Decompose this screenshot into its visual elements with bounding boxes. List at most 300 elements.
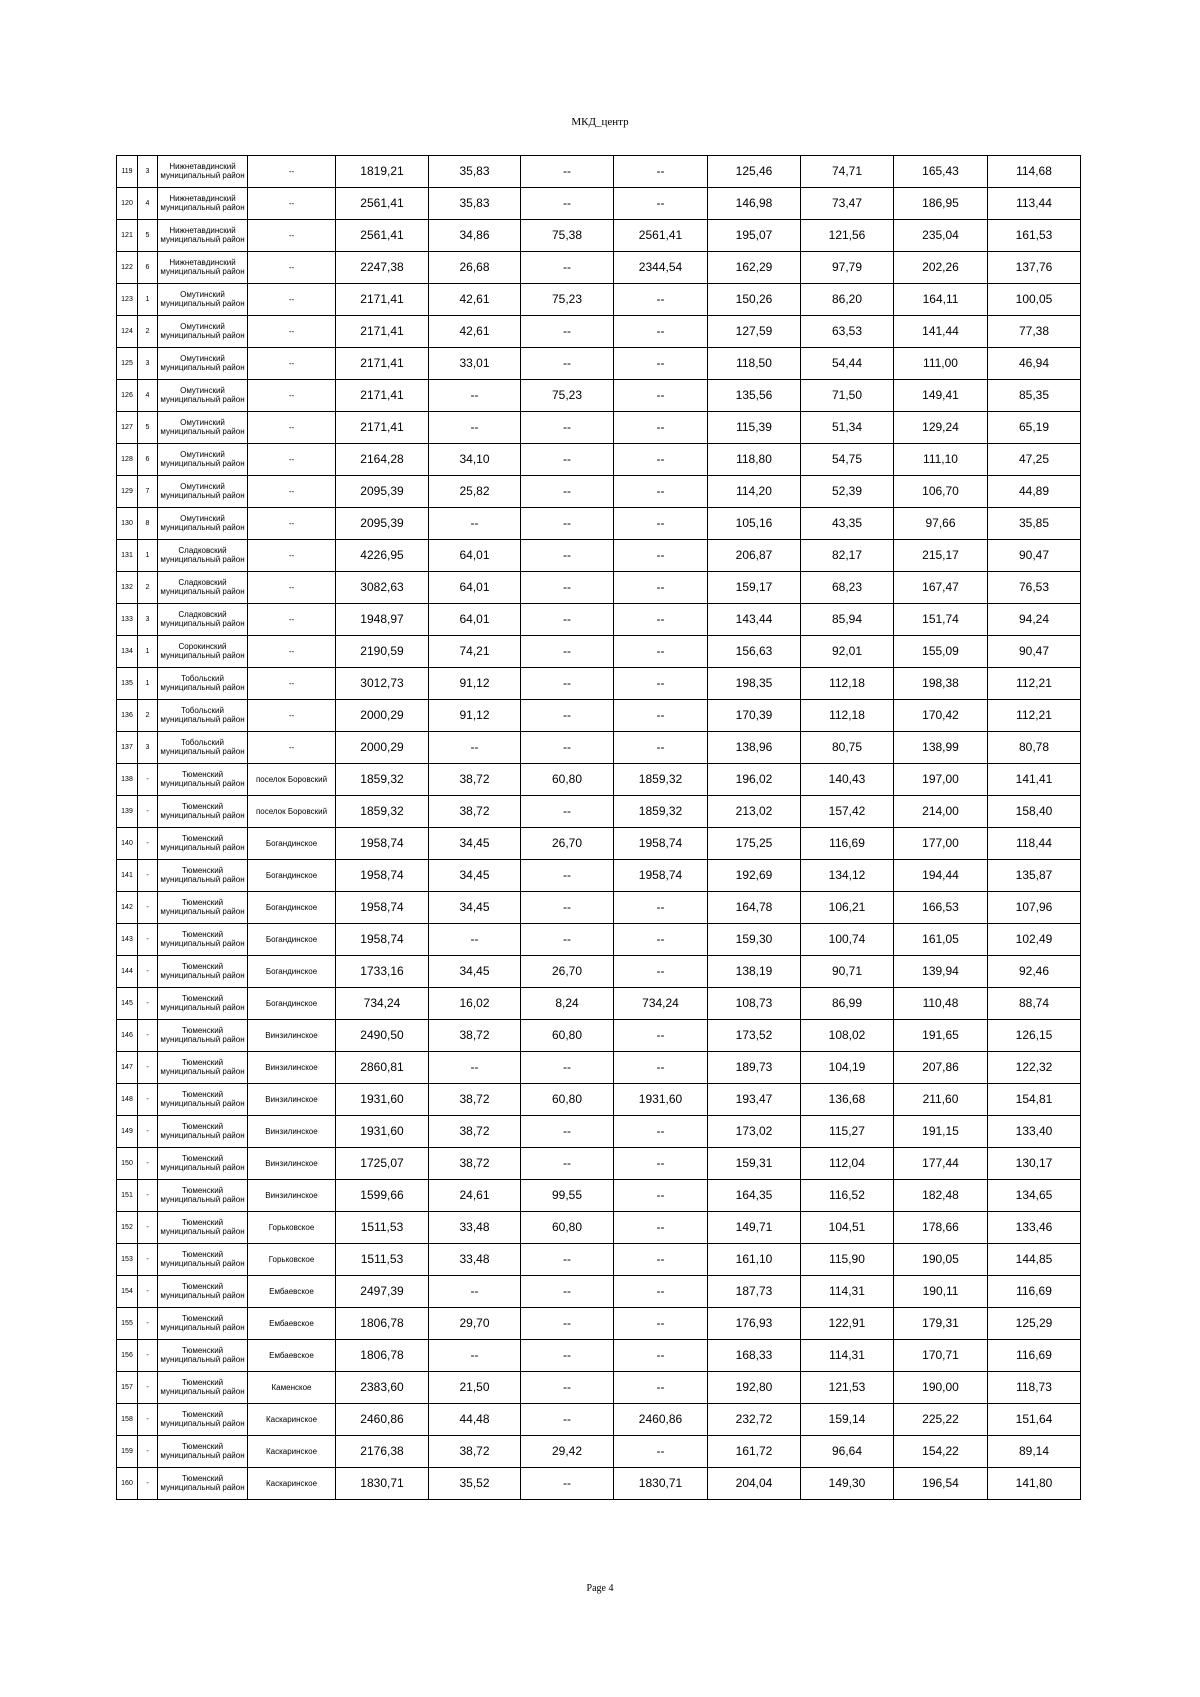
cell-value-1: 2176,38 bbox=[336, 1436, 429, 1468]
cell-sub-number: 2 bbox=[138, 572, 158, 604]
cell-value-8: 46,94 bbox=[988, 348, 1081, 380]
cell-district: Нижнетавдинский муниципальный район bbox=[158, 156, 248, 188]
cell-value-6: 100,74 bbox=[801, 924, 894, 956]
cell-row-number: 153 bbox=[117, 1244, 138, 1276]
cell-value-4: -- bbox=[614, 668, 708, 700]
cell-value-4: -- bbox=[614, 1020, 708, 1052]
cell-value-1: 2190,59 bbox=[336, 636, 429, 668]
cell-settlement: Каскаринское bbox=[248, 1404, 336, 1436]
cell-value-5: 213,02 bbox=[708, 796, 801, 828]
cell-value-2: 29,70 bbox=[429, 1308, 521, 1340]
cell-settlement: Горьковское bbox=[248, 1244, 336, 1276]
cell-value-6: 54,75 bbox=[801, 444, 894, 476]
cell-value-2: -- bbox=[429, 380, 521, 412]
table-body bbox=[117, 156, 1081, 1500]
cell-row-number: 133 bbox=[117, 604, 138, 636]
cell-value-5: 193,47 bbox=[708, 1084, 801, 1116]
cell-value-7: 182,48 bbox=[894, 1180, 988, 1212]
cell-value-2: 35,52 bbox=[429, 1468, 521, 1500]
cell-value-4: -- bbox=[614, 732, 708, 764]
cell-value-1: 1733,16 bbox=[336, 956, 429, 988]
cell-value-8: 88,74 bbox=[988, 988, 1081, 1020]
cell-row-number: 130 bbox=[117, 508, 138, 540]
cell-value-1: 2561,41 bbox=[336, 188, 429, 220]
cell-district: Тюменский муниципальный район bbox=[158, 764, 248, 796]
cell-value-2: 44,48 bbox=[429, 1404, 521, 1436]
cell-value-5: 143,44 bbox=[708, 604, 801, 636]
cell-value-5: 168,33 bbox=[708, 1340, 801, 1372]
cell-value-2: 34,10 bbox=[429, 444, 521, 476]
cell-value-7: 129,24 bbox=[894, 412, 988, 444]
cell-row-number: 150 bbox=[117, 1148, 138, 1180]
cell-district: Тюменский муниципальный район bbox=[158, 1340, 248, 1372]
cell-sub-number: - bbox=[138, 1308, 158, 1340]
cell-value-1: 1806,78 bbox=[336, 1308, 429, 1340]
table-row bbox=[117, 1404, 1081, 1436]
cell-value-3: -- bbox=[521, 796, 614, 828]
cell-value-3: 60,80 bbox=[521, 1020, 614, 1052]
cell-value-1: 2247,38 bbox=[336, 252, 429, 284]
cell-value-5: 150,26 bbox=[708, 284, 801, 316]
cell-value-7: 190,00 bbox=[894, 1372, 988, 1404]
cell-value-2: 25,82 bbox=[429, 476, 521, 508]
cell-sub-number: - bbox=[138, 988, 158, 1020]
cell-sub-number: - bbox=[138, 1244, 158, 1276]
cell-value-3: -- bbox=[521, 1308, 614, 1340]
cell-value-2: 34,45 bbox=[429, 828, 521, 860]
cell-district: Тюменский муниципальный район bbox=[158, 1372, 248, 1404]
cell-value-1: 3082,63 bbox=[336, 572, 429, 604]
cell-district: Тюменский муниципальный район bbox=[158, 1180, 248, 1212]
cell-value-5: 164,35 bbox=[708, 1180, 801, 1212]
cell-value-3: 75,38 bbox=[521, 220, 614, 252]
cell-value-7: 138,99 bbox=[894, 732, 988, 764]
cell-value-3: -- bbox=[521, 476, 614, 508]
cell-settlement: -- bbox=[248, 220, 336, 252]
cell-value-5: 187,73 bbox=[708, 1276, 801, 1308]
cell-value-7: 202,26 bbox=[894, 252, 988, 284]
cell-value-4: -- bbox=[614, 604, 708, 636]
cell-value-7: 191,15 bbox=[894, 1116, 988, 1148]
table-row bbox=[117, 572, 1081, 604]
cell-value-2: 24,61 bbox=[429, 1180, 521, 1212]
cell-value-6: 52,39 bbox=[801, 476, 894, 508]
cell-row-number: 144 bbox=[117, 956, 138, 988]
cell-value-2: -- bbox=[429, 732, 521, 764]
cell-value-8: 134,65 bbox=[988, 1180, 1081, 1212]
cell-value-5: 204,04 bbox=[708, 1468, 801, 1500]
table-row bbox=[117, 220, 1081, 252]
cell-value-4: 2561,41 bbox=[614, 220, 708, 252]
cell-value-6: 43,35 bbox=[801, 508, 894, 540]
cell-value-8: 118,73 bbox=[988, 1372, 1081, 1404]
cell-district: Омутинский муниципальный район bbox=[158, 348, 248, 380]
cell-value-4: -- bbox=[614, 348, 708, 380]
cell-value-7: 191,65 bbox=[894, 1020, 988, 1052]
table-row bbox=[117, 1308, 1081, 1340]
cell-district: Омутинский муниципальный район bbox=[158, 444, 248, 476]
cell-value-5: 173,02 bbox=[708, 1116, 801, 1148]
cell-value-8: 90,47 bbox=[988, 636, 1081, 668]
cell-district: Омутинский муниципальный район bbox=[158, 284, 248, 316]
cell-value-8: 44,89 bbox=[988, 476, 1081, 508]
cell-value-2: -- bbox=[429, 1340, 521, 1372]
cell-value-8: 133,40 bbox=[988, 1116, 1081, 1148]
table-row bbox=[117, 284, 1081, 316]
cell-district: Тюменский муниципальный район bbox=[158, 1052, 248, 1084]
cell-row-number: 158 bbox=[117, 1404, 138, 1436]
cell-value-3: -- bbox=[521, 156, 614, 188]
cell-district: Тобольский муниципальный район bbox=[158, 700, 248, 732]
cell-value-6: 86,99 bbox=[801, 988, 894, 1020]
cell-value-4: -- bbox=[614, 380, 708, 412]
cell-settlement: -- bbox=[248, 316, 336, 348]
cell-value-7: 235,04 bbox=[894, 220, 988, 252]
cell-row-number: 143 bbox=[117, 924, 138, 956]
cell-value-7: 177,00 bbox=[894, 828, 988, 860]
cell-row-number: 127 bbox=[117, 412, 138, 444]
cell-value-5: 159,31 bbox=[708, 1148, 801, 1180]
cell-value-8: 94,24 bbox=[988, 604, 1081, 636]
cell-value-7: 225,22 bbox=[894, 1404, 988, 1436]
cell-value-3: -- bbox=[521, 1148, 614, 1180]
cell-settlement: Винзилинское bbox=[248, 1084, 336, 1116]
cell-value-5: 189,73 bbox=[708, 1052, 801, 1084]
cell-district: Тюменский муниципальный район bbox=[158, 1020, 248, 1052]
cell-value-4: 1859,32 bbox=[614, 764, 708, 796]
cell-value-4: 1931,60 bbox=[614, 1084, 708, 1116]
cell-value-5: 159,17 bbox=[708, 572, 801, 604]
cell-value-3: 60,80 bbox=[521, 1084, 614, 1116]
cell-value-4: -- bbox=[614, 572, 708, 604]
cell-value-7: 178,66 bbox=[894, 1212, 988, 1244]
cell-value-1: 2000,29 bbox=[336, 700, 429, 732]
cell-district: Тюменский муниципальный район bbox=[158, 1404, 248, 1436]
cell-value-6: 116,69 bbox=[801, 828, 894, 860]
cell-settlement: -- bbox=[248, 508, 336, 540]
cell-district: Тюменский муниципальный район bbox=[158, 1276, 248, 1308]
cell-row-number: 124 bbox=[117, 316, 138, 348]
cell-value-6: 80,75 bbox=[801, 732, 894, 764]
cell-value-3: -- bbox=[521, 732, 614, 764]
cell-value-3: 60,80 bbox=[521, 1212, 614, 1244]
table-row bbox=[117, 1116, 1081, 1148]
table-row bbox=[117, 1436, 1081, 1468]
cell-row-number: 131 bbox=[117, 540, 138, 572]
cell-district: Сладковский муниципальный район bbox=[158, 572, 248, 604]
table-row bbox=[117, 1468, 1081, 1500]
cell-value-3: -- bbox=[521, 700, 614, 732]
cell-value-2: 91,12 bbox=[429, 668, 521, 700]
cell-value-6: 157,42 bbox=[801, 796, 894, 828]
cell-value-4: -- bbox=[614, 508, 708, 540]
cell-value-2: 38,72 bbox=[429, 796, 521, 828]
cell-settlement: Винзилинское bbox=[248, 1180, 336, 1212]
cell-value-8: 112,21 bbox=[988, 700, 1081, 732]
cell-value-4: -- bbox=[614, 892, 708, 924]
cell-sub-number: 5 bbox=[138, 412, 158, 444]
cell-settlement: Горьковское bbox=[248, 1212, 336, 1244]
cell-settlement: Винзилинское bbox=[248, 1116, 336, 1148]
table-row bbox=[117, 1148, 1081, 1180]
cell-value-4: -- bbox=[614, 412, 708, 444]
cell-value-6: 112,18 bbox=[801, 668, 894, 700]
cell-value-7: 177,44 bbox=[894, 1148, 988, 1180]
cell-row-number: 141 bbox=[117, 860, 138, 892]
cell-value-3: 8,24 bbox=[521, 988, 614, 1020]
cell-settlement: -- bbox=[248, 156, 336, 188]
cell-value-4: -- bbox=[614, 1180, 708, 1212]
cell-value-1: 1725,07 bbox=[336, 1148, 429, 1180]
cell-value-3: -- bbox=[521, 892, 614, 924]
cell-value-5: 138,19 bbox=[708, 956, 801, 988]
table-row bbox=[117, 316, 1081, 348]
cell-value-2: -- bbox=[429, 508, 521, 540]
cell-value-5: 135,56 bbox=[708, 380, 801, 412]
cell-value-5: 159,30 bbox=[708, 924, 801, 956]
cell-value-4: -- bbox=[614, 156, 708, 188]
cell-settlement: Богандинское bbox=[248, 924, 336, 956]
table-row bbox=[117, 1084, 1081, 1116]
cell-value-1: 734,24 bbox=[336, 988, 429, 1020]
cell-value-3: -- bbox=[521, 1340, 614, 1372]
cell-row-number: 159 bbox=[117, 1436, 138, 1468]
cell-sub-number: 1 bbox=[138, 284, 158, 316]
cell-value-4: 734,24 bbox=[614, 988, 708, 1020]
cell-value-1: 3012,73 bbox=[336, 668, 429, 700]
cell-settlement: Винзилинское bbox=[248, 1148, 336, 1180]
cell-value-1: 1958,74 bbox=[336, 892, 429, 924]
cell-value-5: 164,78 bbox=[708, 892, 801, 924]
cell-value-6: 104,51 bbox=[801, 1212, 894, 1244]
cell-settlement: -- bbox=[248, 188, 336, 220]
cell-value-2: 42,61 bbox=[429, 316, 521, 348]
cell-settlement: -- bbox=[248, 732, 336, 764]
cell-value-5: 173,52 bbox=[708, 1020, 801, 1052]
cell-row-number: 152 bbox=[117, 1212, 138, 1244]
cell-value-6: 82,17 bbox=[801, 540, 894, 572]
cell-value-7: 149,41 bbox=[894, 380, 988, 412]
cell-row-number: 139 bbox=[117, 796, 138, 828]
table-row bbox=[117, 796, 1081, 828]
cell-value-1: 1806,78 bbox=[336, 1340, 429, 1372]
cell-value-4: 1859,32 bbox=[614, 796, 708, 828]
cell-value-1: 2095,39 bbox=[336, 476, 429, 508]
cell-value-2: 64,01 bbox=[429, 604, 521, 636]
table-row bbox=[117, 1180, 1081, 1212]
cell-value-7: 110,48 bbox=[894, 988, 988, 1020]
cell-sub-number: - bbox=[138, 1020, 158, 1052]
cell-value-3: -- bbox=[521, 604, 614, 636]
cell-row-number: 147 bbox=[117, 1052, 138, 1084]
cell-value-8: 118,44 bbox=[988, 828, 1081, 860]
cell-value-4: 2460,86 bbox=[614, 1404, 708, 1436]
cell-value-7: 198,38 bbox=[894, 668, 988, 700]
cell-value-2: 42,61 bbox=[429, 284, 521, 316]
cell-value-2: 38,72 bbox=[429, 764, 521, 796]
cell-settlement: -- bbox=[248, 284, 336, 316]
cell-value-6: 68,23 bbox=[801, 572, 894, 604]
cell-value-6: 92,01 bbox=[801, 636, 894, 668]
cell-sub-number: - bbox=[138, 1148, 158, 1180]
cell-value-2: 38,72 bbox=[429, 1436, 521, 1468]
cell-value-6: 106,21 bbox=[801, 892, 894, 924]
cell-sub-number: - bbox=[138, 1276, 158, 1308]
cell-value-1: 1819,21 bbox=[336, 156, 429, 188]
cell-value-3: -- bbox=[521, 540, 614, 572]
cell-sub-number: - bbox=[138, 892, 158, 924]
cell-district: Нижнетавдинский муниципальный район bbox=[158, 188, 248, 220]
cell-value-8: 151,64 bbox=[988, 1404, 1081, 1436]
cell-value-4: -- bbox=[614, 700, 708, 732]
cell-value-1: 2860,81 bbox=[336, 1052, 429, 1084]
cell-district: Тюменский муниципальный район bbox=[158, 988, 248, 1020]
cell-value-6: 114,31 bbox=[801, 1276, 894, 1308]
cell-value-8: 90,47 bbox=[988, 540, 1081, 572]
cell-value-1: 2171,41 bbox=[336, 380, 429, 412]
cell-value-4: -- bbox=[614, 636, 708, 668]
cell-value-6: 149,30 bbox=[801, 1468, 894, 1500]
cell-sub-number: 1 bbox=[138, 540, 158, 572]
cell-value-1: 2095,39 bbox=[336, 508, 429, 540]
cell-value-1: 2171,41 bbox=[336, 348, 429, 380]
cell-settlement: -- bbox=[248, 348, 336, 380]
table-row bbox=[117, 700, 1081, 732]
cell-value-3: -- bbox=[521, 412, 614, 444]
cell-value-1: 2000,29 bbox=[336, 732, 429, 764]
cell-value-8: 141,41 bbox=[988, 764, 1081, 796]
cell-value-7: 214,00 bbox=[894, 796, 988, 828]
cell-sub-number: - bbox=[138, 924, 158, 956]
cell-value-7: 196,54 bbox=[894, 1468, 988, 1500]
cell-value-4: -- bbox=[614, 1436, 708, 1468]
cell-district: Тюменский муниципальный район bbox=[158, 1308, 248, 1340]
cell-value-5: 232,72 bbox=[708, 1404, 801, 1436]
cell-value-4: -- bbox=[614, 1212, 708, 1244]
cell-value-5: 138,96 bbox=[708, 732, 801, 764]
table-row bbox=[117, 764, 1081, 796]
cell-sub-number: - bbox=[138, 1116, 158, 1148]
cell-value-6: 122,91 bbox=[801, 1308, 894, 1340]
cell-value-1: 1958,74 bbox=[336, 860, 429, 892]
cell-sub-number: 7 bbox=[138, 476, 158, 508]
cell-value-5: 198,35 bbox=[708, 668, 801, 700]
cell-value-2: 21,50 bbox=[429, 1372, 521, 1404]
cell-value-4: 2344,54 bbox=[614, 252, 708, 284]
cell-sub-number: - bbox=[138, 1180, 158, 1212]
cell-value-2: 33,48 bbox=[429, 1212, 521, 1244]
cell-value-3: -- bbox=[521, 636, 614, 668]
cell-value-8: 125,29 bbox=[988, 1308, 1081, 1340]
cell-value-2: 16,02 bbox=[429, 988, 521, 1020]
cell-value-6: 63,53 bbox=[801, 316, 894, 348]
cell-value-5: 196,02 bbox=[708, 764, 801, 796]
cell-row-number: 138 bbox=[117, 764, 138, 796]
cell-value-7: 155,09 bbox=[894, 636, 988, 668]
cell-value-6: 54,44 bbox=[801, 348, 894, 380]
cell-value-1: 1511,53 bbox=[336, 1244, 429, 1276]
cell-value-6: 136,68 bbox=[801, 1084, 894, 1116]
cell-district: Тюменский муниципальный район bbox=[158, 828, 248, 860]
cell-value-5: 206,87 bbox=[708, 540, 801, 572]
cell-sub-number: 3 bbox=[138, 604, 158, 636]
cell-value-7: 167,47 bbox=[894, 572, 988, 604]
cell-sub-number: 1 bbox=[138, 668, 158, 700]
cell-value-3: 99,55 bbox=[521, 1180, 614, 1212]
cell-value-6: 140,43 bbox=[801, 764, 894, 796]
cell-value-6: 73,47 bbox=[801, 188, 894, 220]
cell-value-2: 33,48 bbox=[429, 1244, 521, 1276]
cell-row-number: 157 bbox=[117, 1372, 138, 1404]
cell-value-3: -- bbox=[521, 1276, 614, 1308]
cell-value-8: 122,32 bbox=[988, 1052, 1081, 1084]
cell-value-6: 115,27 bbox=[801, 1116, 894, 1148]
cell-row-number: 134 bbox=[117, 636, 138, 668]
cell-settlement: Винзилинское bbox=[248, 1020, 336, 1052]
cell-value-6: 51,34 bbox=[801, 412, 894, 444]
cell-value-8: 102,49 bbox=[988, 924, 1081, 956]
cell-value-1: 2171,41 bbox=[336, 316, 429, 348]
cell-value-6: 159,14 bbox=[801, 1404, 894, 1436]
cell-value-8: 130,17 bbox=[988, 1148, 1081, 1180]
table-row bbox=[117, 1340, 1081, 1372]
cell-value-1: 1948,97 bbox=[336, 604, 429, 636]
cell-value-5: 114,20 bbox=[708, 476, 801, 508]
cell-value-1: 2171,41 bbox=[336, 412, 429, 444]
page-number: Page 4 bbox=[586, 1583, 614, 1594]
cell-value-6: 86,20 bbox=[801, 284, 894, 316]
cell-settlement: -- bbox=[248, 476, 336, 508]
cell-value-3: 60,80 bbox=[521, 764, 614, 796]
cell-row-number: 125 bbox=[117, 348, 138, 380]
cell-value-2: 34,45 bbox=[429, 892, 521, 924]
cell-value-4: -- bbox=[614, 1244, 708, 1276]
table-row bbox=[117, 924, 1081, 956]
cell-row-number: 142 bbox=[117, 892, 138, 924]
cell-value-2: 38,72 bbox=[429, 1116, 521, 1148]
cell-value-7: 161,05 bbox=[894, 924, 988, 956]
cell-value-6: 121,56 bbox=[801, 220, 894, 252]
cell-value-3: -- bbox=[521, 572, 614, 604]
cell-value-1: 1958,74 bbox=[336, 924, 429, 956]
cell-row-number: 121 bbox=[117, 220, 138, 252]
cell-sub-number: 3 bbox=[138, 156, 158, 188]
cell-row-number: 126 bbox=[117, 380, 138, 412]
cell-sub-number: - bbox=[138, 796, 158, 828]
cell-value-3: 29,42 bbox=[521, 1436, 614, 1468]
cell-value-8: 80,78 bbox=[988, 732, 1081, 764]
cell-value-4: -- bbox=[614, 1276, 708, 1308]
cell-value-5: 118,50 bbox=[708, 348, 801, 380]
cell-value-6: 134,12 bbox=[801, 860, 894, 892]
cell-sub-number: - bbox=[138, 1436, 158, 1468]
cell-settlement: -- bbox=[248, 668, 336, 700]
cell-sub-number: - bbox=[138, 1084, 158, 1116]
cell-settlement: Богандинское bbox=[248, 860, 336, 892]
cell-settlement: -- bbox=[248, 252, 336, 284]
cell-value-6: 108,02 bbox=[801, 1020, 894, 1052]
cell-row-number: 120 bbox=[117, 188, 138, 220]
cell-value-3: -- bbox=[521, 668, 614, 700]
cell-value-1: 4226,95 bbox=[336, 540, 429, 572]
cell-value-3: -- bbox=[521, 860, 614, 892]
cell-value-4: -- bbox=[614, 188, 708, 220]
cell-sub-number: - bbox=[138, 1212, 158, 1244]
cell-value-7: 97,66 bbox=[894, 508, 988, 540]
cell-value-8: 154,81 bbox=[988, 1084, 1081, 1116]
cell-value-5: 162,29 bbox=[708, 252, 801, 284]
table-row bbox=[117, 1372, 1081, 1404]
